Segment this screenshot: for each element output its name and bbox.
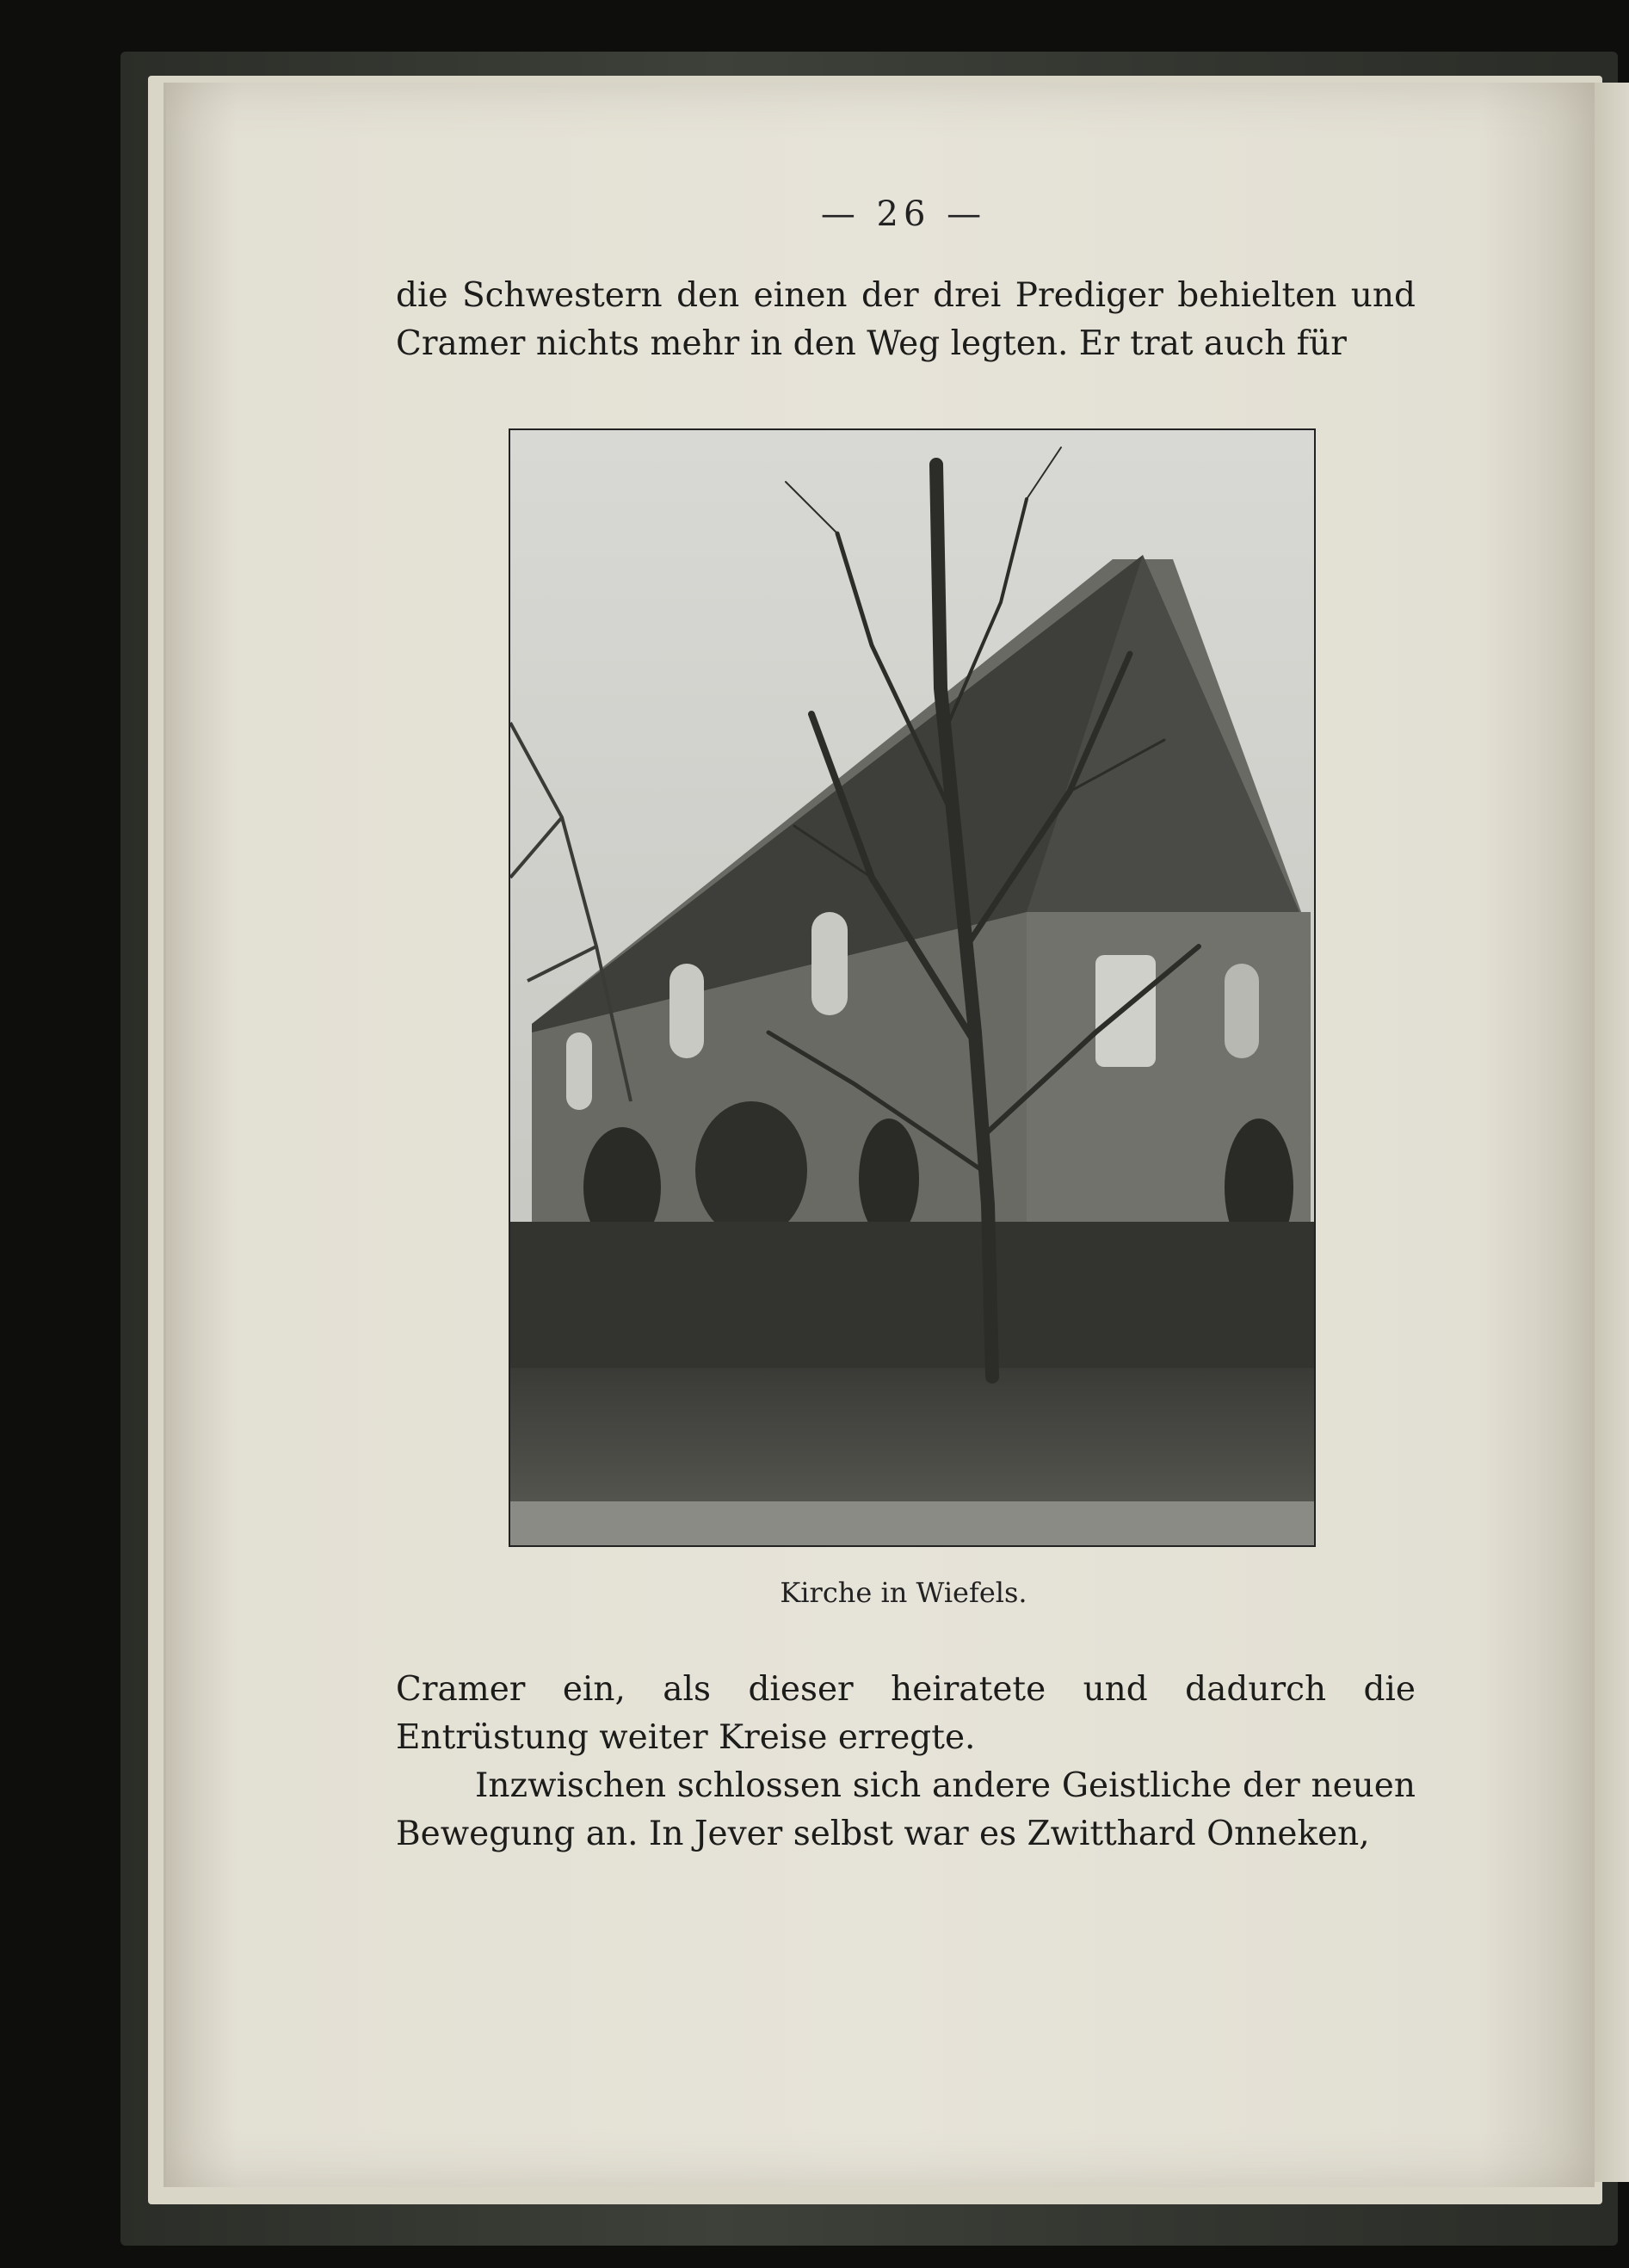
bottom-paragraph-1: Cramer ein, als dieser heiratete und dadurch die Entrüstung weiter Kreise erregte. xyxy=(396,1670,1416,1757)
church-window xyxy=(669,964,704,1058)
bottom-paragraph-2: Inzwischen schlossen sich andere Geistliche der neuen Bewegung an. In Jever selbst war es Zwitthard Onneken, xyxy=(396,1766,1416,1853)
apse-window xyxy=(1225,964,1259,1058)
facing-page-edge xyxy=(1592,83,1629,2182)
shrub xyxy=(859,1119,919,1239)
church-window xyxy=(811,912,848,1015)
apse-window xyxy=(1095,955,1156,1067)
page-number: — 26 — xyxy=(820,194,987,234)
church-window xyxy=(566,1032,592,1110)
church-photograph xyxy=(509,428,1316,1547)
bottom-text-block xyxy=(396,1666,1416,1858)
top-text-block xyxy=(396,272,1416,368)
hedge xyxy=(510,1222,1314,1368)
lawn xyxy=(510,1368,1314,1506)
shrub xyxy=(695,1101,807,1239)
figure-caption: Kirche in Wiefels. xyxy=(780,1576,1027,1609)
top-paragraph: die Schwestern den einen der drei Prediger behielten und Cramer nichts mehr in den Weg legten. Er trat auch für xyxy=(396,276,1416,363)
church-photo-illustration xyxy=(510,430,1314,1545)
path xyxy=(510,1501,1314,1545)
